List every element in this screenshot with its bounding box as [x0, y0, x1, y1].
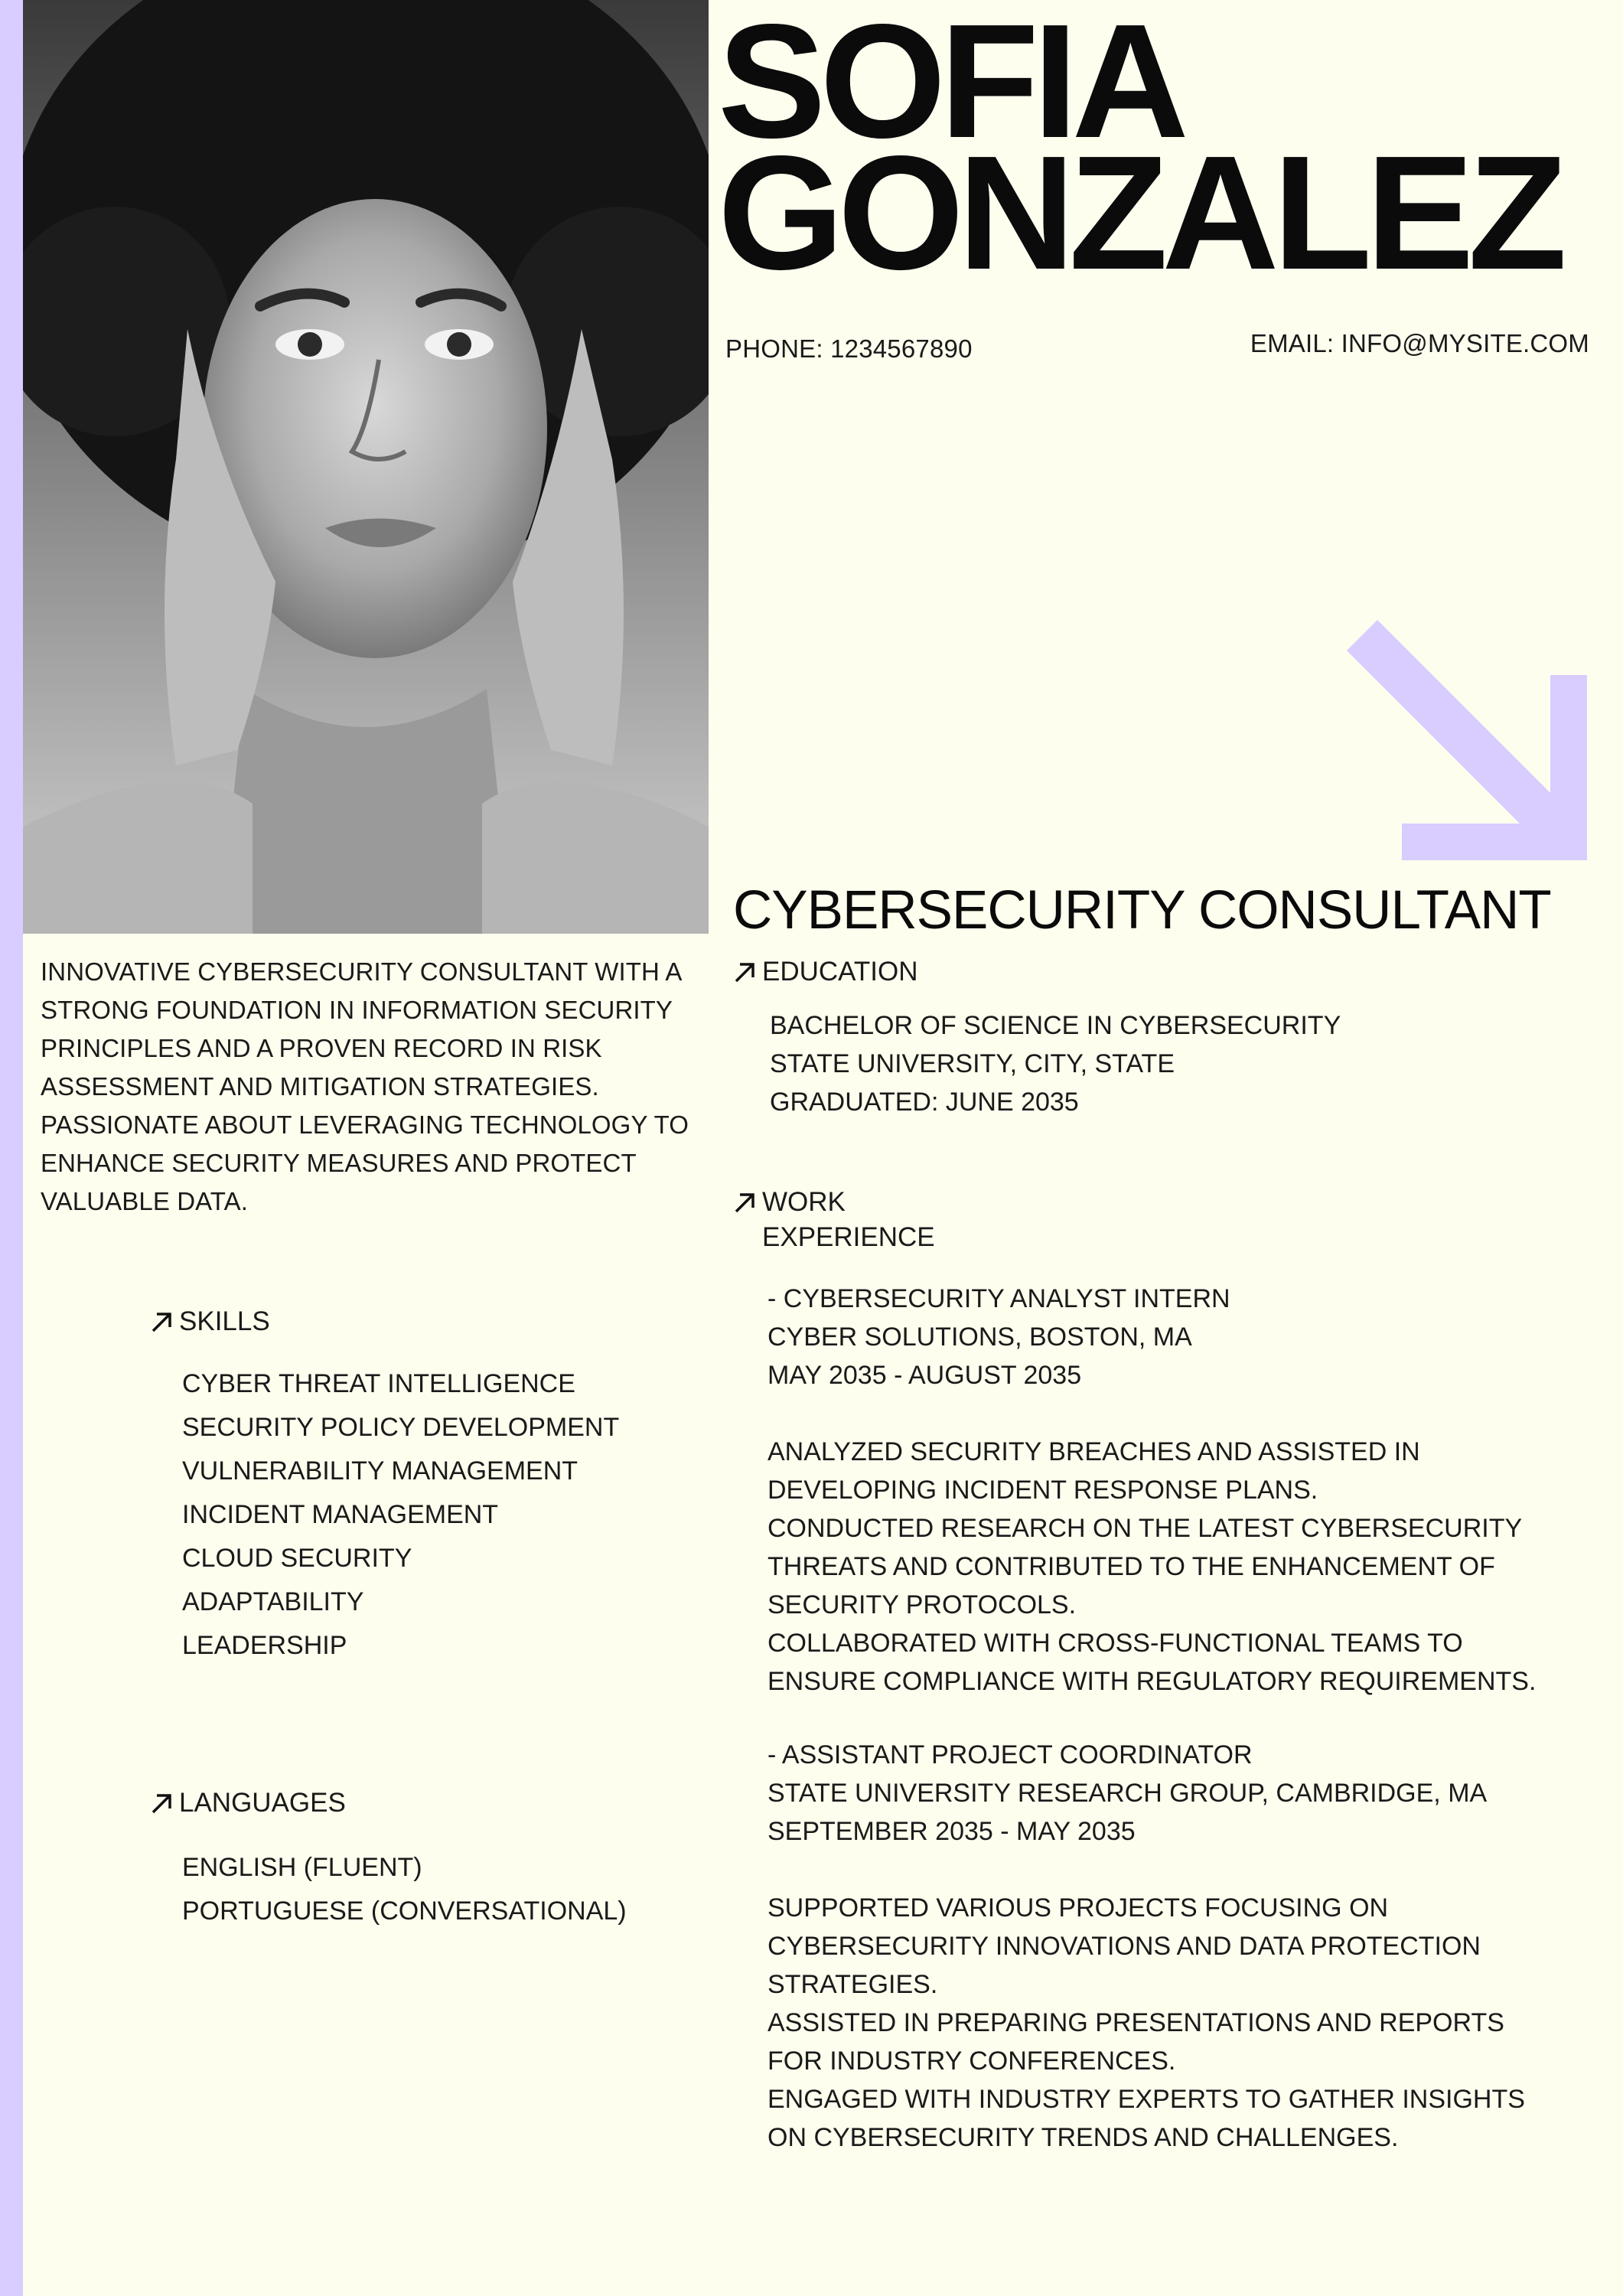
accent-side-bar — [0, 0, 23, 2296]
phone-text: PHONE: 1234567890 — [725, 334, 973, 363]
list-item: PORTUGUESE (CONVERSATIONAL) — [182, 1896, 627, 1926]
school: STATE UNIVERSITY, CITY, STATE — [770, 1049, 1175, 1078]
job-role: - CYBERSECURITY ANALYST INTERN — [768, 1284, 1230, 1313]
work-heading-label — [762, 1185, 935, 1255]
job-dates: MAY 2035 - AUGUST 2035 — [768, 1361, 1082, 1390]
job-company: CYBER SOLUTIONS, BOSTON, MA — [768, 1322, 1192, 1352]
list-item: ENGLISH (FLUENT) — [182, 1853, 422, 1882]
arrow-up-right-icon — [733, 960, 756, 983]
job-description-line: COLLABORATED WITH CROSS-FUNCTIONAL TEAMS TO — [768, 1629, 1463, 1658]
candidate-name — [718, 0, 1561, 303]
list-item: INCIDENT MANAGEMENT — [182, 1500, 499, 1529]
degree: BACHELOR OF SCIENCE IN CYBERSECURITY — [770, 1011, 1341, 1040]
job-description-line: ENGAGED WITH INDUSTRY EXPERTS TO GATHER INSIGHTS — [768, 2085, 1525, 2114]
job-description-line: ENSURE COMPLIANCE WITH REGULATORY REQUIREMENTS. — [768, 1667, 1537, 1696]
job-role: - ASSISTANT PROJECT COORDINATOR — [768, 1740, 1253, 1769]
profile-summary: INNOVATIVE CYBERSECURITY CONSULTANT WITH A STRONG FOUNDATION IN INFORMATION SECURITY PRINCIPLES AND A PROVEN RECORD IN RISK ASSESSMENT AND MITIGATION STRATEGIES. PASSIONATE ABOUT LEVERAGING TECHNOLOGY TO ENHANCE SECURITY MEASURES AND PROTECT VALUABLE DATA. — [41, 957, 689, 1215]
email-text: EMAIL: INFO@MYSITE.COM — [1250, 329, 1589, 357]
education-details — [770, 1006, 1341, 1121]
job-description-line: CONDUCTED RESEARCH ON THE LATEST CYBERSECURITY — [768, 1514, 1523, 1543]
job-description-line: THREATS AND CONTRIBUTED TO THE ENHANCEMENT OF — [768, 1552, 1495, 1581]
job-description-line: SUPPORTED VARIOUS PROJECTS FOCUSING ON — [768, 1893, 1389, 1923]
skills-heading — [150, 1304, 270, 1339]
arrow-up-right-icon — [150, 1310, 173, 1333]
work-heading — [733, 1185, 935, 1255]
job-description-line: ON CYBERSECURITY TRENDS AND CHALLENGES. — [768, 2123, 1399, 2152]
languages-heading — [150, 1786, 346, 1821]
last-name: GONZALEZ — [718, 122, 1561, 303]
work-heading-line2: EXPERIENCE — [762, 1222, 935, 1252]
list-item: VULNERABILITY MANAGEMENT — [182, 1456, 578, 1486]
job-company: STATE UNIVERSITY RESEARCH GROUP, CAMBRIDGE, MA — [768, 1779, 1488, 1808]
job-description-line: ANALYZED SECURITY BREACHES AND ASSISTED IN — [768, 1437, 1420, 1466]
job-description-line: ASSISTED IN PREPARING PRESENTATIONS AND REPORTS — [768, 2008, 1504, 2037]
skills-list — [182, 1362, 619, 1668]
list-item: LEADERSHIP — [182, 1631, 347, 1660]
education-heading-label: EDUCATION — [762, 957, 918, 987]
list-item: CLOUD SECURITY — [182, 1544, 412, 1573]
skills-heading-label: SKILLS — [179, 1306, 270, 1336]
job-description-line: DEVELOPING INCIDENT RESPONSE PLANS. — [768, 1476, 1318, 1505]
job-dates: SEPTEMBER 2035 - MAY 2035 — [768, 1817, 1136, 1846]
job-description-line: CYBERSECURITY INNOVATIONS AND DATA PROTECTION — [768, 1932, 1481, 1961]
job-entry — [768, 1280, 1536, 1701]
arrow-up-right-icon — [733, 1191, 756, 1214]
arrow-down-right-icon — [1347, 620, 1595, 860]
list-item: SECURITY POLICY DEVELOPMENT — [182, 1413, 620, 1442]
portrait-photo — [23, 0, 709, 934]
job-title: CYBERSECURITY CONSULTANT — [733, 880, 1551, 941]
education-heading — [733, 954, 918, 990]
job-description-line: FOR INDUSTRY CONFERENCES. — [768, 2047, 1176, 2076]
languages-list — [182, 1846, 627, 1933]
arrow-up-right-icon — [150, 1792, 173, 1815]
list-item: CYBER THREAT INTELLIGENCE — [182, 1369, 575, 1398]
languages-heading-label: LANGUAGES — [179, 1788, 346, 1818]
list-item: ADAPTABILITY — [182, 1587, 364, 1616]
job-description-line: STRATEGIES. — [768, 1970, 938, 1999]
job-description-line: SECURITY PROTOCOLS. — [768, 1590, 1077, 1619]
first-name: SOFIA — [718, 0, 1183, 171]
work-heading-line1: WORK — [762, 1187, 846, 1217]
graduation-date: GRADUATED: JUNE 2035 — [770, 1088, 1079, 1117]
job-entry — [768, 1736, 1525, 2157]
